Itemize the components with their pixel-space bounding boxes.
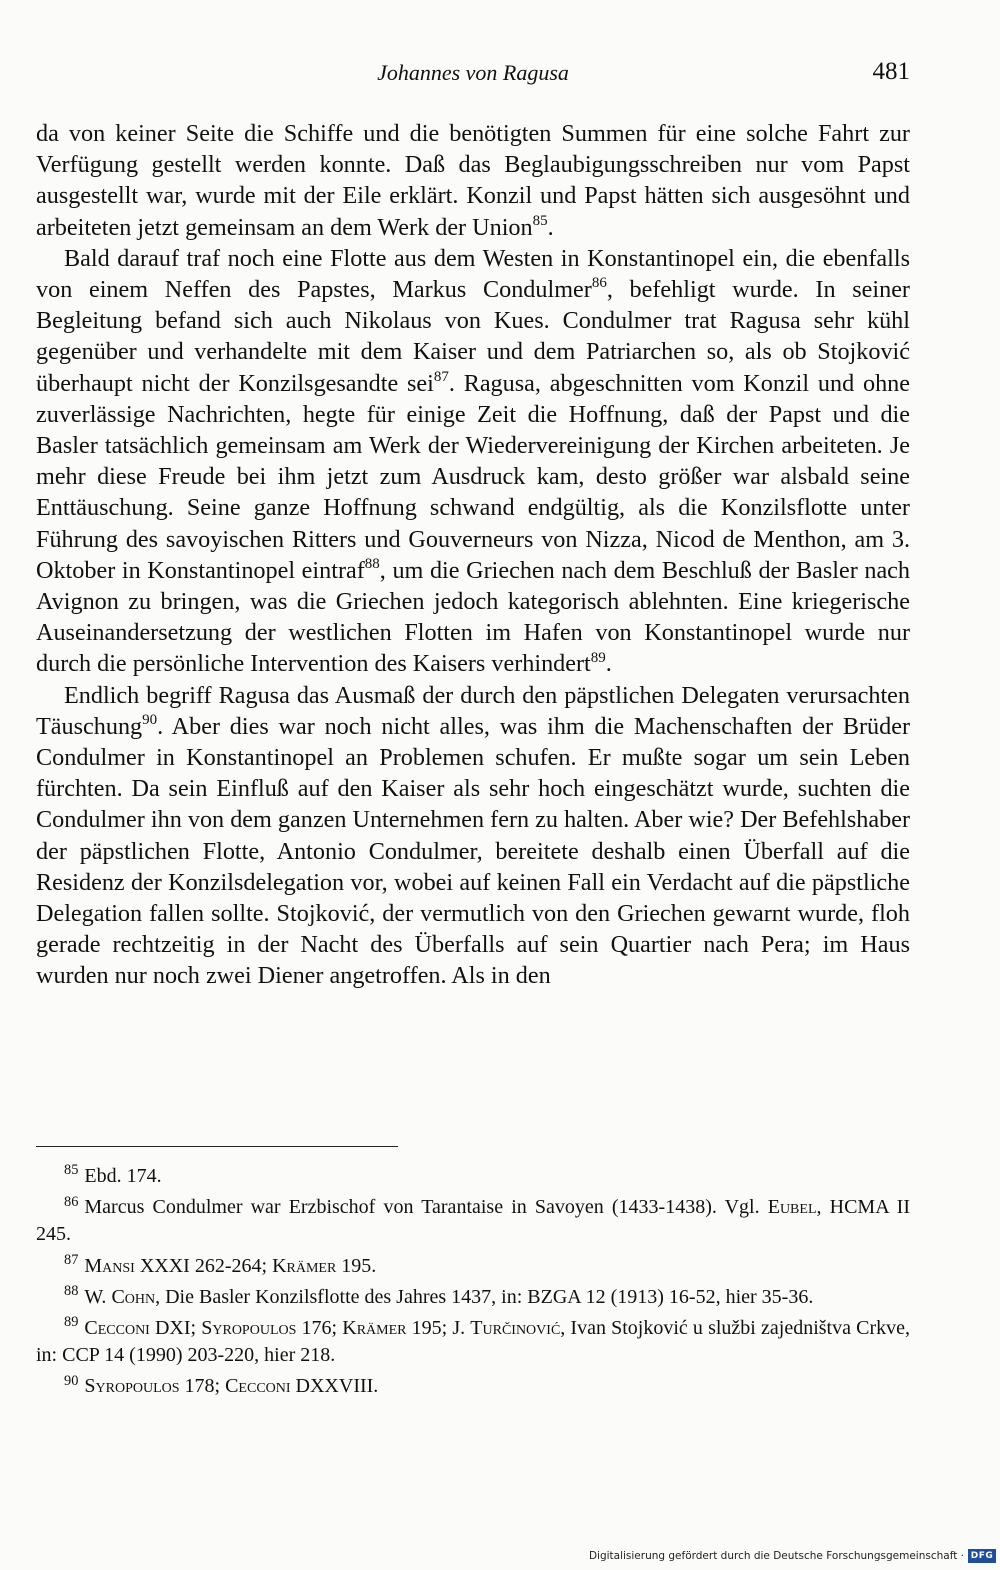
text-run: da von keiner Seite die Schiffe und die benötigten Summen für eine solche Fahrt zur Verfügung gestellt werden konnte. Daß das Beglaubigungsschreiben nur vom Papst ausgestellt war, wurde mit der Eile erklärt. Konzil und Papst hätten sich ausgesöhnt und arbeiteten jetzt gemeinsam an dem Werk der Union [36,120,910,241]
author-name: Eubel [767,1196,817,1219]
footnote-90 [36,1373,910,1400]
footnote-ref-89[interactable]: 89 [590,649,606,666]
text-run: . Aber dies war noch nicht alles, was ihm die Machenschaften der Brüder Condulmer in Konstantinopel an Problemen schufen. Er mußte sogar um sein Leben fürchten. Da sein Einfluß auf den Kaiser als sehr hoch eingeschätzt wurde, suchten die Condulmer ihn von dem ganzen Unternehmen fern zu halten. Aber wie? Der Befehlshaber der päpstlichen Flotte, Antonio Condulmer, bereitete deshalb einen Überfall auf die Residenz der Konzilsdelegation vor, wobei auf keinen Fall ein Verdacht auf die päpstliche Delegation fallen sollte. Stojković, der vermutlich von den Griechen gewarnt wurde, floh gerade rechtzeitig in der Nacht des Überfalls auf sein Quartier nach Pera; im Haus wurden nur noch zwei Diener angetroffen. Als in den [36,712,910,990]
author-name: Cohn [111,1285,156,1308]
author-name: Krämer [272,1254,337,1277]
dfg-logo-icon[interactable]: DFG [968,1549,996,1563]
footnote-text: DXXVIII. [290,1375,379,1398]
author-name: Mansi [84,1254,135,1277]
footnote-separator [36,1146,398,1147]
text-run: , um die Griechen nach dem Beschluß der Basler nach Avignon zu bringen, was die Griechen jedoch kategorisch ablehnten. Eine kriegerische Auseinandersetzung der westlichen Flotten im Hafen von Konstantinopel wurde nur durch die persönliche Intervention des Kaisers verhindert [36,556,911,678]
sponsor-text: Digitalisierung gefördert durch die Deutsche Forschungsgemeinschaft · [588,1550,964,1562]
paragraph-2 [36,243,910,680]
footnote-ref-90[interactable]: 90 [142,712,158,729]
footnote-number: 86 [64,1193,79,1210]
footnote-text: , Ivan Stojković u službi zajedništva Crkve, in: CCP 14 (1990) 203-220, hier 218. [36,1317,910,1367]
paragraph-3 [36,680,910,992]
body-text [36,118,910,992]
footnote-text: Marcus Condulmer war Erzbischof von Tarantaise in Savoyen (1433-1438). Vgl. [84,1196,768,1219]
text-run: Endlich begriff Ragusa das Ausmaß der durch den päpstlichen Delegaten verursachten Täuschung [36,681,910,740]
footnote-text: Ebd. 174. [84,1165,162,1187]
footnote-88 [36,1284,910,1311]
footnote-85 [36,1163,910,1190]
sponsor-bar [589,1548,996,1564]
footnote-text: W. [84,1285,112,1308]
footnote-number: 89 [64,1314,79,1331]
author-name: Krämer [342,1317,407,1340]
text-run: . [605,650,612,678]
author-name: Syropoulos [201,1317,297,1340]
footnote-ref-85[interactable]: 85 [532,212,548,229]
running-head [36,58,910,94]
footnote-number: 90 [64,1372,79,1389]
footnote-text: 178; [179,1375,226,1398]
footnote-text: 195. [336,1254,377,1277]
footnote-text: , HCMA II 245. [36,1196,910,1246]
author-name: Turčinović [470,1317,561,1340]
footnote-number: 87 [64,1251,79,1268]
footnote-text: 195; J. [406,1317,471,1340]
footnote-ref-87[interactable]: 87 [433,368,449,385]
footnote-text: XXXI 262-264; [134,1254,273,1277]
footnote-text: DXI; [149,1317,202,1340]
footnote-number: 88 [64,1283,79,1300]
footnote-ref-86[interactable]: 86 [591,275,607,292]
footnote-number: 85 [64,1162,79,1179]
text-run: . Ragusa, abgeschnitten vom Konzil und ohne zuverlässige Nachrichten, hegte für einige Zeit die Hoffnung, daß der Papst und die Basler tatsächlich gemeinsam am Werk der Wiedervereinigung der Kirchen arbeiteten. Je mehr diese Freude bei ihm jetzt zum Ausdruck kam, desto größer war alsbald seine Enttäuschung. Seine ganze Hoffnung schwand endgültig, als die Konzilsflotte unter Führung des savoyischen Ritters und Gouverneurs von Nizza, Nicod de Menthon, am 3. Oktober in Konstantinopel eintraf [36,369,910,584]
footnote-text: 176; [296,1317,343,1340]
running-title: Johannes von Ragusa [377,60,569,85]
text-run: Bald darauf traf noch eine Flotte aus dem Westen in Konstantinopel ein, die ebenfalls von einem Neffen des Papstes, Markus Condulmer [36,244,910,304]
page-number: 481 [872,58,910,85]
footnotes [36,1163,910,1405]
author-name: Syropoulos [84,1375,180,1398]
footnote-text: , Die Basler Konzilsflotte des Jahres 1437, in: BZGA 12 (1913) 16-52, hier 35-36. [155,1285,814,1308]
author-name: Cecconi [84,1317,150,1340]
footnote-ref-88[interactable]: 88 [364,556,380,573]
footnote-86 [36,1194,910,1248]
footnote-89 [36,1315,910,1369]
author-name: Cecconi [225,1375,291,1398]
text-run: , befehligt wurde. In seiner Begleitung befand sich auch Nikolaus von Kues. Condulmer trat Ragusa sehr kühl gegenüber und verhandelte mit dem Kaiser und dem Patriarchen so, als ob Stojković überhaupt nicht der Konzilsgesandte sei [36,276,910,397]
footnote-87 [36,1253,910,1280]
text-run: . [547,213,554,241]
paragraph-1 [36,118,910,243]
